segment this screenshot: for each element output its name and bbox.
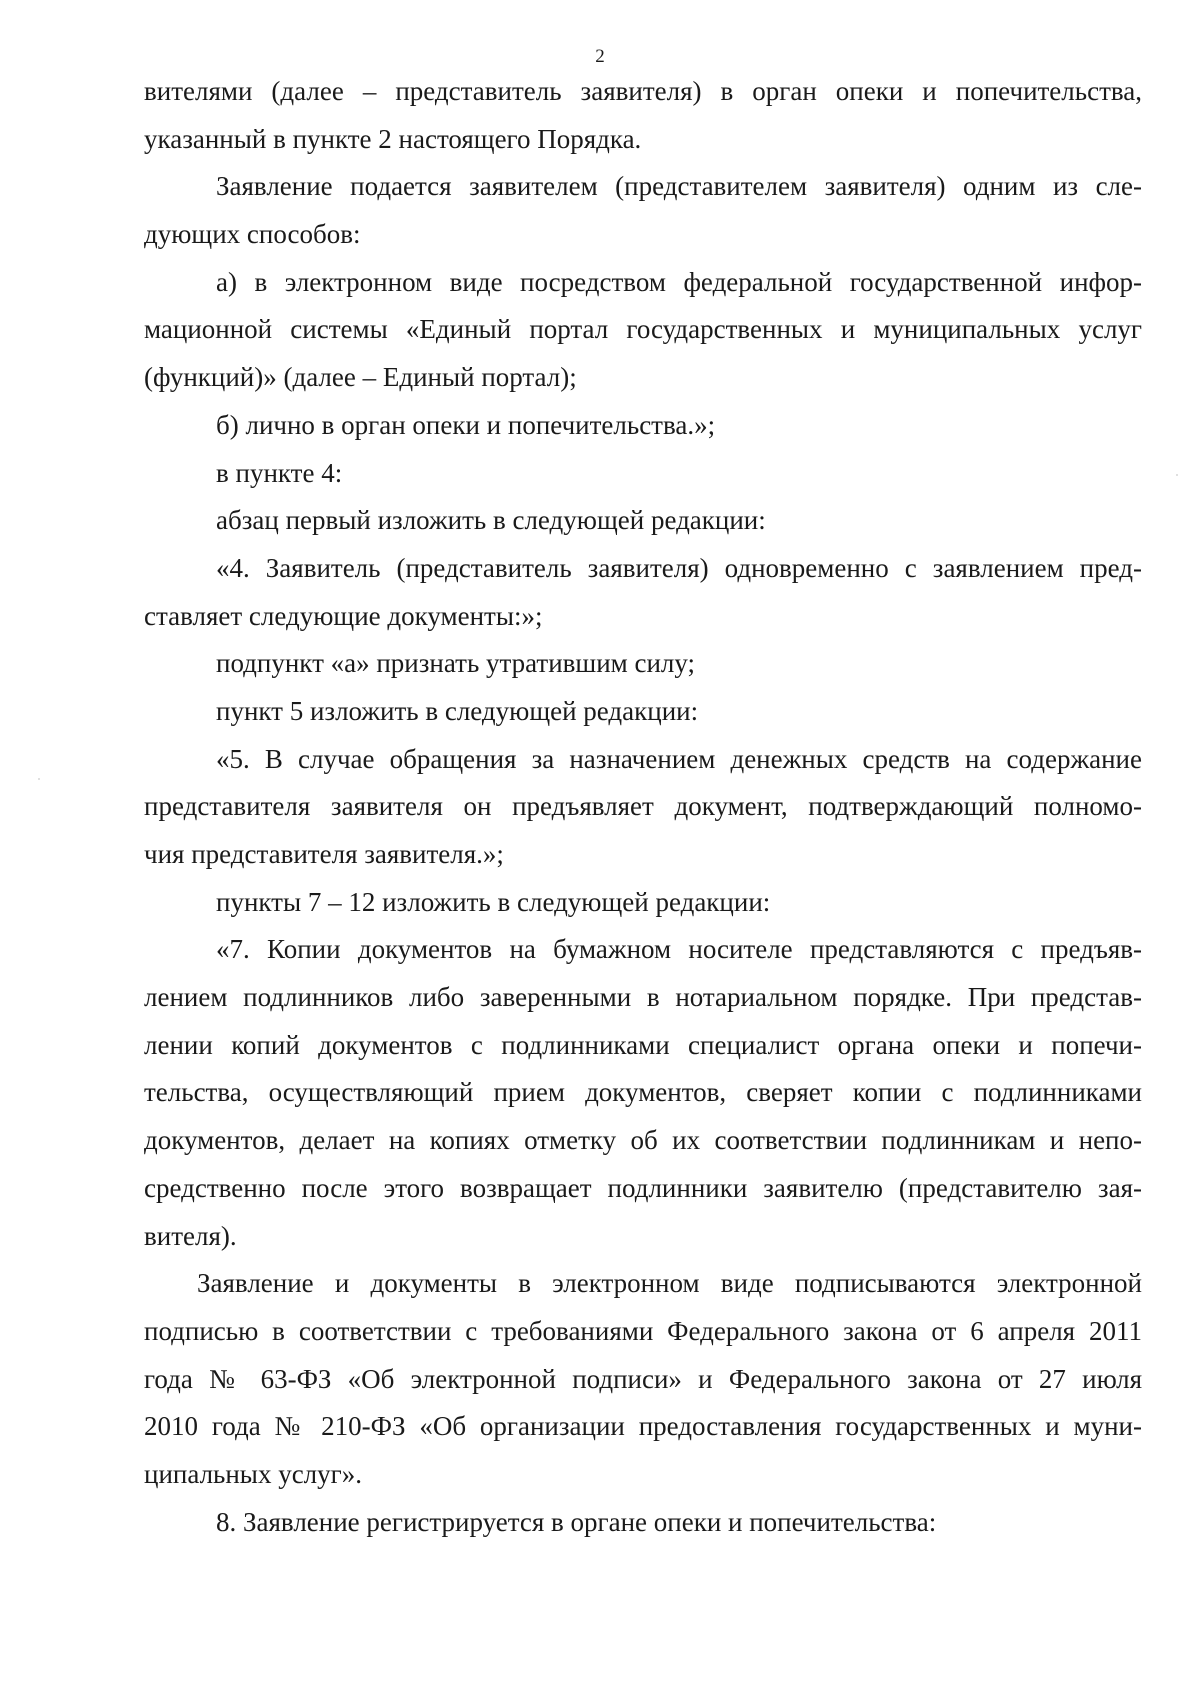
text-line: дующих способов: <box>144 219 361 250</box>
text-line: б) лично в орган опеки и попечительства.»; <box>216 409 716 440</box>
text-line: подписью в соответствии с требованиями Федерального закона от 6 апреля 2011 <box>144 1315 1142 1346</box>
text-line: пункты 7 – 12 изложить в следующей редакции: <box>216 886 771 917</box>
text-line: лением подлинников либо заверенными в нотариальном порядке. При представ- <box>144 982 1142 1013</box>
text-line: указанный в пункте 2 настоящего Порядка. <box>144 123 642 154</box>
text-line: тельства, осуществляющий прием документов, сверяет копии с подлинниками <box>144 1077 1142 1108</box>
text-line: в пункте 4: <box>216 457 343 488</box>
text-line: представителя заявителя он предъявляет документ, подтверждающий полномо- <box>144 791 1142 822</box>
text-line: ставляет следующие документы:»; <box>144 600 543 631</box>
text-line: «7. Копии документов на бумажном носителе представляются с предъяв- <box>216 934 1142 965</box>
text-line: «5. В случае обращения за назначением денежных средств на содержание <box>216 743 1142 774</box>
text-line: «4. Заявитель (представитель заявителя) одновременно с заявлением пред- <box>216 552 1142 583</box>
text-line: документов, делает на копиях отметку об их соответствии подлинникам и непо- <box>144 1125 1142 1156</box>
text-line: года № 63-ФЗ «Об электронной подписи» и Федерального закона от 27 июля <box>144 1363 1142 1394</box>
scan-speck <box>38 778 40 780</box>
text-line: мационной системы «Единый портал государственных и муниципальных услуг <box>144 314 1142 345</box>
text-line: вителя). <box>144 1220 237 1251</box>
scan-speck <box>1176 474 1178 476</box>
text-line: 2010 года № 210-ФЗ «Об организации предоставления государственных и муни- <box>144 1411 1142 1442</box>
text-line: Заявление и документы в электронном виде подписываются электронной <box>197 1268 1142 1299</box>
text-line: (функций)» (далее – Единый портал); <box>144 362 577 393</box>
page-number: 2 <box>595 46 605 67</box>
body-text <box>144 68 1142 1546</box>
text-line: чия представителя заявителя.»; <box>144 839 504 869</box>
text-line: лении копий документов с подлинниками специалист органа опеки и попечи- <box>144 1029 1142 1060</box>
text-line: ципальных услуг». <box>144 1458 362 1489</box>
text-line: средственно после этого возвращает подлинники заявителю (представителю зая- <box>144 1172 1142 1203</box>
text-line: вителями (далее – представитель заявителя) в орган опеки и попечительства, <box>144 76 1142 106</box>
text-line: Заявление подается заявителем (представителем заявителя) одним из сле- <box>216 171 1142 202</box>
text-line: абзац первый изложить в следующей редакции: <box>216 505 766 536</box>
text-line: 8. Заявление регистрируется в органе опеки и попечительства: <box>216 1506 937 1537</box>
text-line: а) в электронном виде посредством федеральной государственной инфор- <box>216 266 1142 297</box>
text-line: подпункт «а» признать утратившим силу; <box>216 648 696 679</box>
text-line: пункт 5 изложить в следующей редакции: <box>216 695 699 726</box>
